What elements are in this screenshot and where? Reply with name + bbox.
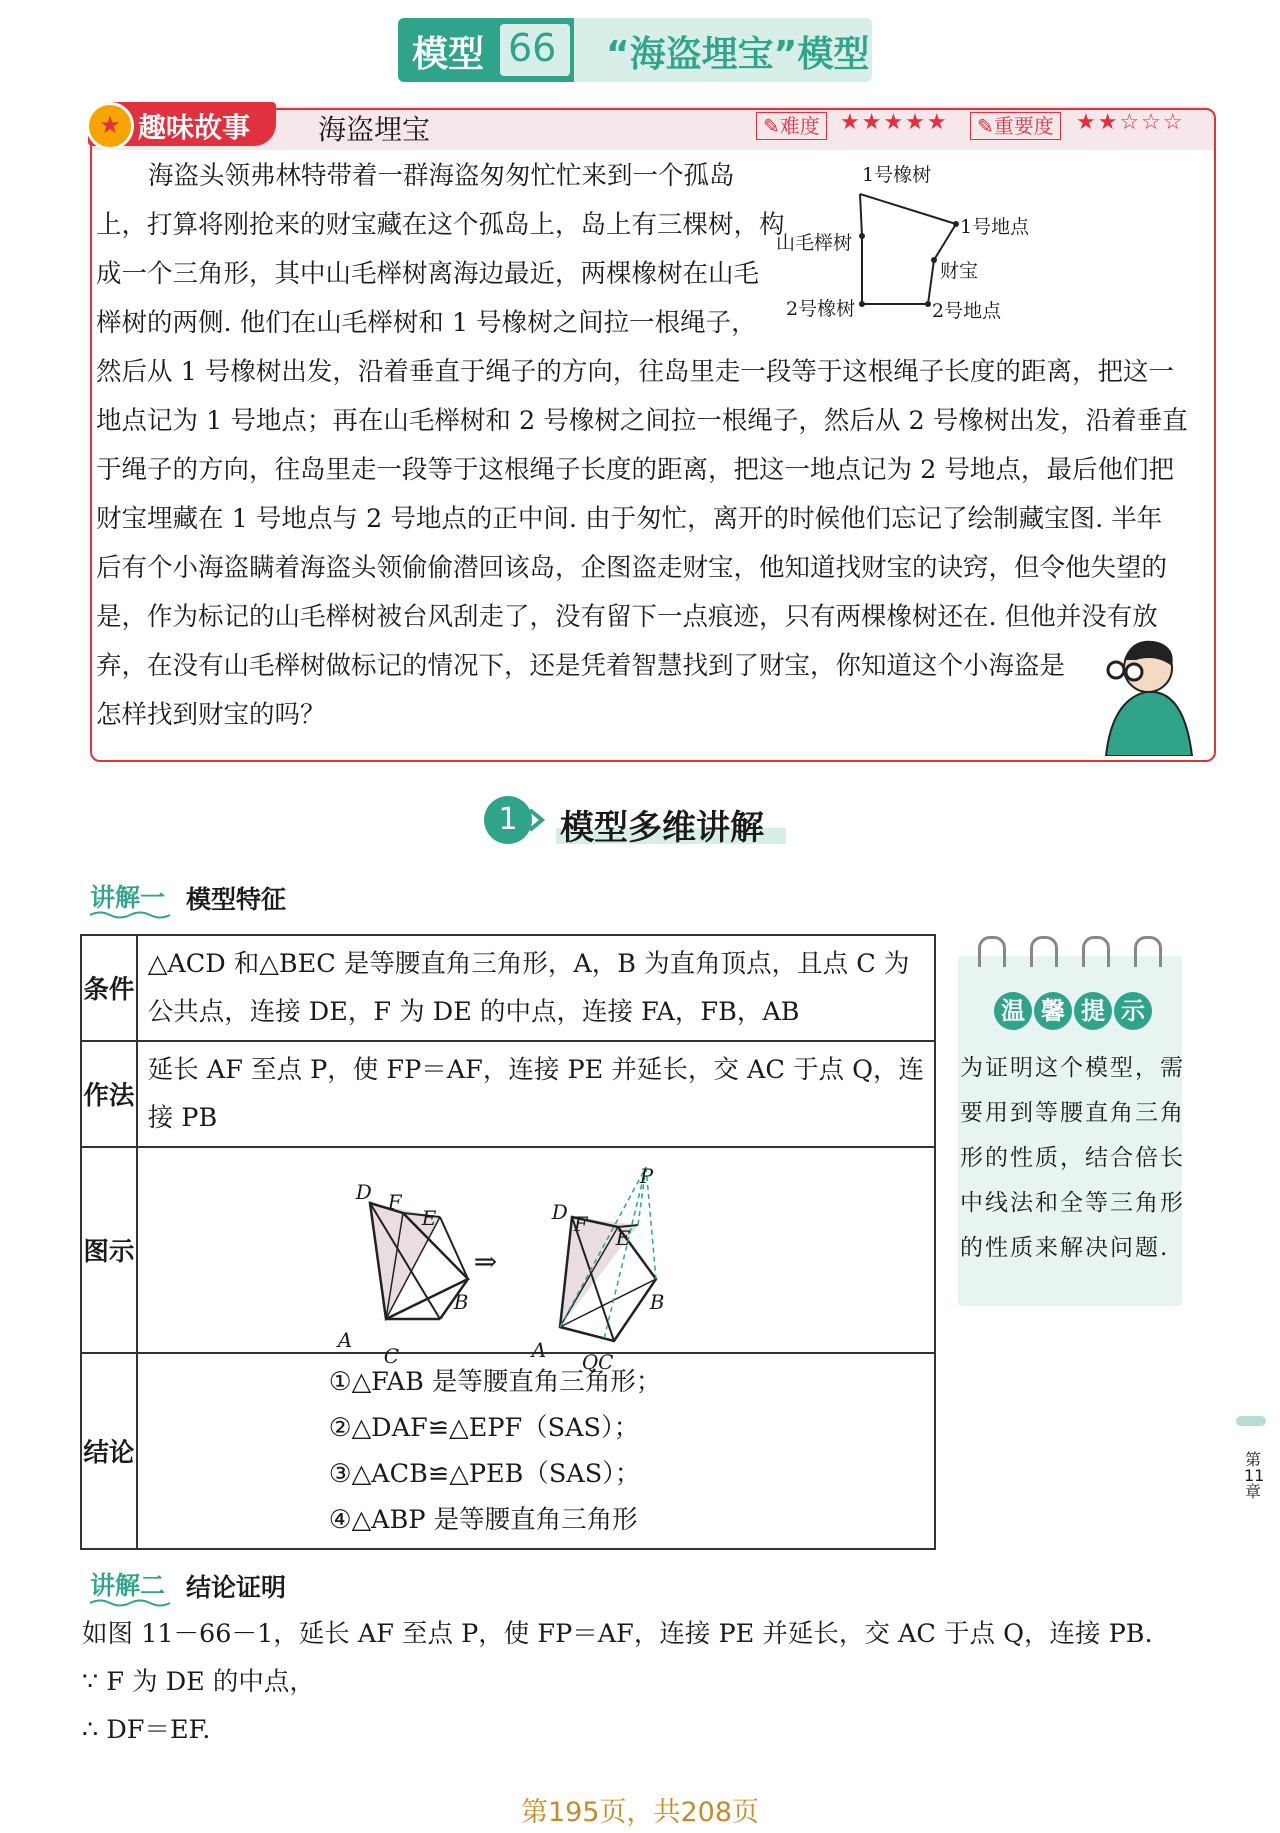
- label-oak2: 2号橡树: [786, 298, 856, 320]
- conclusion-label: 结论: [81, 1353, 137, 1549]
- conclusion-cell: [137, 1353, 935, 1549]
- page-indicator: 第195页，共208页: [520, 1797, 760, 1828]
- ring-icon: [1030, 936, 1058, 967]
- story-line: 弃，在没有山毛榉树做标记的情况下，还是凭着智慧找到了财宝，你知道这个小海盗是: [96, 651, 1066, 681]
- point-F: F: [387, 1190, 402, 1214]
- label-treasure: 财宝: [940, 260, 979, 282]
- point-B: B: [453, 1290, 469, 1314]
- model-title: “海盗埋宝”模型: [606, 34, 870, 75]
- tip-char: 温: [994, 992, 1032, 1030]
- figure-cell: [137, 1147, 935, 1374]
- label-point1: 1号地点: [960, 216, 1030, 238]
- star-icon: ★: [86, 102, 134, 150]
- tip-text: [960, 1046, 1184, 1271]
- story-line: 于绳子的方向，往岛里走一段等于这根绳子长度的距离，把这一地点记为 2 号地点，最后他们把: [96, 455, 1174, 485]
- explain2-title: 结论证明: [186, 1573, 287, 1602]
- point-F-right: F: [573, 1212, 588, 1236]
- story-line: 海盗头领弗林特带着一群海盗匆匆忙忙来到一个孤岛: [148, 161, 735, 191]
- section-title: 模型多维讲解: [560, 808, 764, 848]
- model-number: 66: [508, 26, 557, 70]
- point-QC: QC: [581, 1350, 614, 1374]
- difficulty-label: ✎难度: [756, 112, 827, 140]
- explain1-tag: 讲解一: [90, 883, 166, 912]
- condition-cell: [137, 935, 935, 1041]
- method-line: 接 PB: [147, 1103, 218, 1133]
- point-E-right: E: [615, 1226, 631, 1250]
- story-line: 榉树的两侧. 他们在山毛榉树和 1 号橡树之间拉一根绳子，: [96, 308, 757, 338]
- tip-char: 示: [1114, 992, 1152, 1030]
- story-line: 后有个小海盗瞒着海盗头领偷偷潜回该岛，企图盗走财宝，他知道找财宝的诀窍，但令他失望的: [96, 553, 1168, 583]
- conclusion-line: ④△ABP 是等腰直角三角形: [328, 1505, 638, 1535]
- tip-char: 提: [1074, 992, 1112, 1030]
- binoculars-icon: [1108, 662, 1124, 678]
- point-B-right: B: [649, 1290, 665, 1314]
- point-C: C: [383, 1344, 400, 1368]
- geometry-figure: [148, 1155, 848, 1345]
- importance-label-text: 重要度: [993, 114, 1054, 138]
- tip-line: 形的性质，结合倍长: [960, 1145, 1185, 1171]
- conclusion-line: ②△DAF≌△EPF（SAS）；: [328, 1413, 640, 1443]
- table-row: [81, 935, 935, 1041]
- model-label: 模型: [412, 34, 485, 75]
- explain1-wave: [90, 910, 174, 920]
- importance-label: ✎重要度: [970, 112, 1061, 140]
- difficulty-label-text: 难度: [779, 114, 820, 138]
- condition-line: △ACD 和△BEC 是等腰直角三角形，A，B 为直角顶点，且点 C 为: [147, 949, 910, 979]
- chapter-tab: [1236, 1416, 1266, 1426]
- proof-text: [82, 1610, 1153, 1754]
- story-tag-label: 趣味故事: [138, 111, 251, 144]
- story-title: 海盗埋宝: [318, 113, 431, 146]
- tip-line: 为证明这个模型，需: [960, 1055, 1185, 1081]
- tip-line: 的性质来解决问题.: [960, 1235, 1170, 1261]
- conclusion-line: ③△ACB≌△PEB（SAS）；: [328, 1459, 641, 1489]
- ring-icon: [1134, 936, 1162, 967]
- ring-icon: [1082, 936, 1110, 967]
- label-point2: 2号地点: [932, 300, 1002, 322]
- chevron-right-icon: [528, 808, 546, 832]
- label-oak1: 1号橡树: [862, 164, 932, 186]
- method-label: 作法: [81, 1041, 137, 1147]
- difficulty-stars: ★★★★★: [840, 110, 949, 135]
- point-A-right: A: [531, 1338, 547, 1362]
- model-table: [80, 934, 936, 1550]
- tip-char: 馨: [1034, 992, 1072, 1030]
- figure-label: 图示: [81, 1147, 137, 1353]
- point-D-right: D: [551, 1200, 568, 1224]
- story-line: 财宝埋藏在 1 号地点与 2 号地点的正中间. 由于匆忙，离开的时候他们忘记了绘制藏宝图. 半年: [96, 504, 1163, 534]
- point-A: A: [337, 1328, 353, 1352]
- cartoon-figure: [1096, 630, 1196, 756]
- chapter-label: 第11章: [1244, 1450, 1265, 1501]
- label-beech: 山毛榉树: [776, 232, 853, 254]
- proof-line: ∵ F 为 DE 的中点，: [82, 1667, 315, 1697]
- table-row: [81, 1353, 935, 1549]
- tip-line: 要用到等腰直角三角: [960, 1100, 1185, 1126]
- proof-line: ∴ DF＝EF.: [82, 1715, 211, 1745]
- importance-stars: ★★☆☆☆: [1076, 110, 1185, 135]
- tip-line: 中线法和全等三角形: [960, 1190, 1185, 1216]
- treasure-map-path: [860, 194, 956, 304]
- ring-icon: [978, 936, 1006, 967]
- story-line: 是，作为标记的山毛榉树被台风刮走了，没有留下一点痕迹，只有两棵橡树还在. 但他并没有放: [96, 602, 1158, 632]
- explain2-wave: [90, 1598, 174, 1608]
- story-line: 怎样找到财宝的吗？: [96, 700, 326, 730]
- proof-line: 如图 11－66－1，延长 AF 至点 P，使 FP＝AF，连接 PE 并延长，交 AC 于点 Q，连接 PB.: [82, 1619, 1153, 1649]
- point-P: P: [639, 1164, 654, 1188]
- method-cell: [137, 1041, 935, 1147]
- conclusion-line: ①△FAB 是等腰直角三角形；: [328, 1367, 662, 1397]
- story-line: 成一个三角形，其中山毛榉树离海边最近，两棵橡树在山毛: [96, 259, 760, 289]
- explain2-tag: 讲解二: [90, 1571, 166, 1600]
- implies-arrow: ⇒: [473, 1245, 498, 1278]
- explain1-title: 模型特征: [186, 885, 287, 914]
- point-D: D: [355, 1180, 372, 1204]
- table-row: [81, 1041, 935, 1147]
- story-line: 上，打算将刚抢来的财宝藏在这个孤岛上，岛上有三棵树，构: [96, 210, 785, 240]
- condition-label: 条件: [81, 935, 137, 1041]
- method-line: 延长 AF 至点 P，使 FP＝AF，连接 PE 并延长，交 AC 于点 Q，连: [147, 1055, 924, 1085]
- condition-line: 公共点，连接 DE，F 为 DE 的中点，连接 FA，FB，AB: [147, 997, 800, 1027]
- table-row: [81, 1147, 935, 1353]
- point-E: E: [421, 1206, 437, 1230]
- story-line: 地点记为 1 号地点；再在山毛榉树和 2 号橡树之间拉一根绳子，然后从 2 号橡树出发，沿着垂直: [96, 406, 1188, 436]
- section-number: 1: [484, 796, 532, 844]
- story-line: 然后从 1 号橡树出发，沿着垂直于绳子的方向，往岛里走一段等于这根绳子长度的距离，把这一: [96, 357, 1174, 387]
